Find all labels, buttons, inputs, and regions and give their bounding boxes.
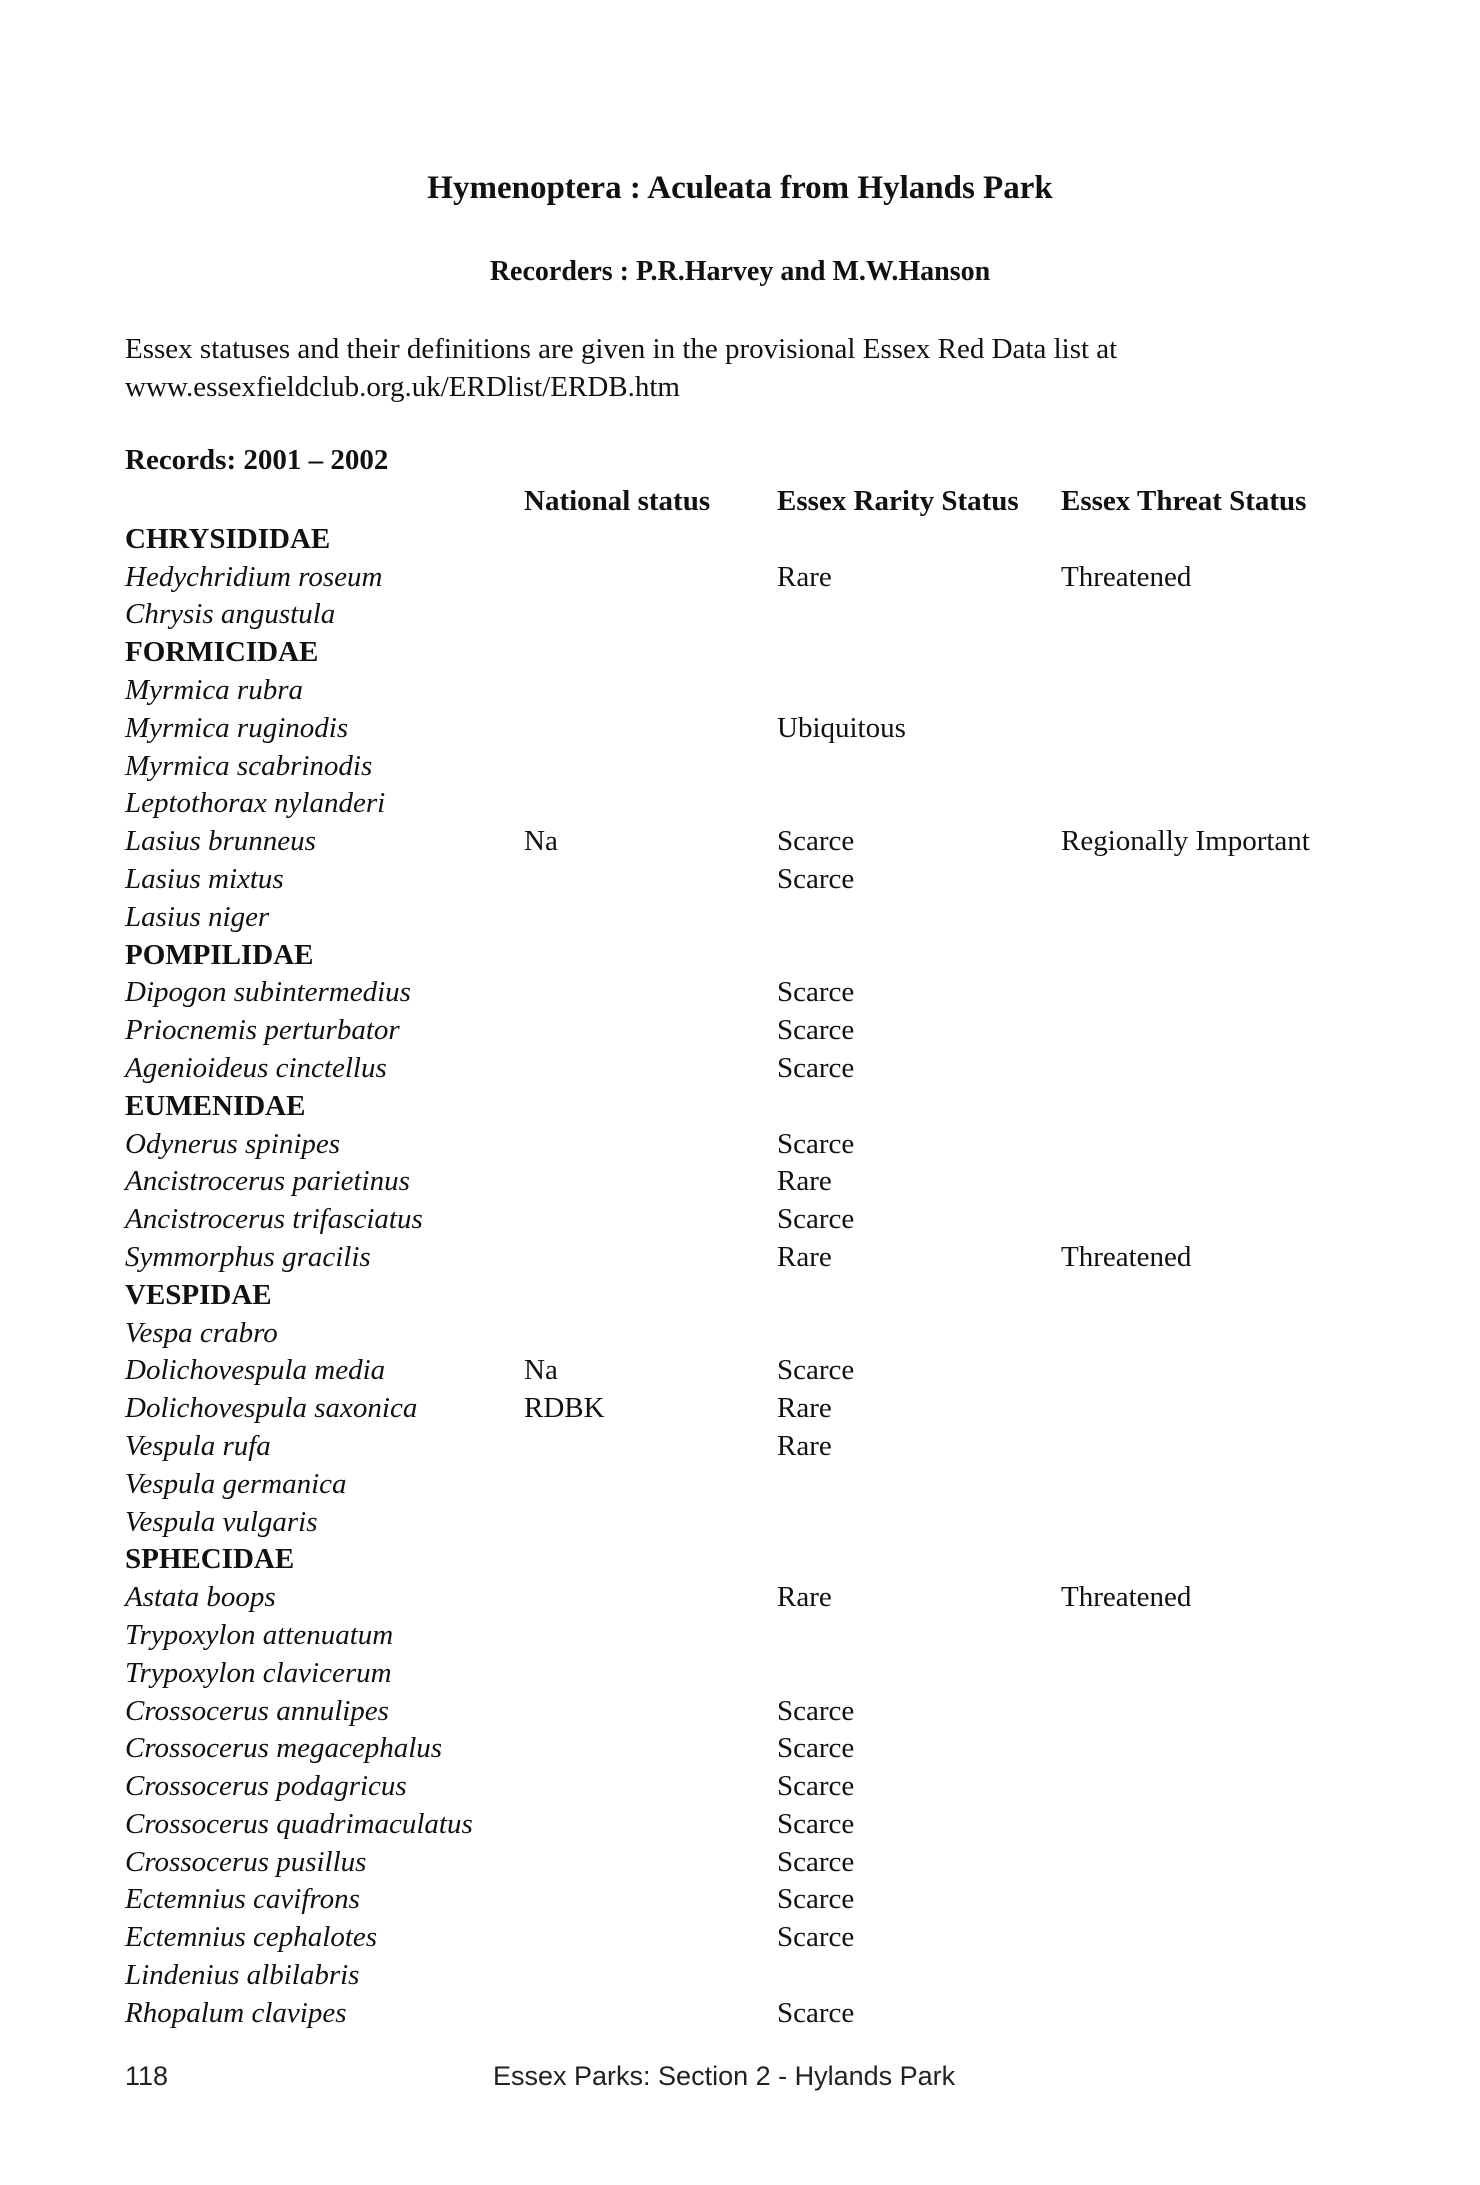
species-name: Crossocerus quadrimaculatus bbox=[125, 1807, 473, 1840]
table-row bbox=[125, 899, 1365, 937]
table-row bbox=[125, 1352, 1365, 1390]
species-name: Trypoxylon attenuatum bbox=[125, 1618, 394, 1651]
family-name: VESPIDAE bbox=[125, 1278, 272, 1311]
species-name: Lasius brunneus bbox=[125, 825, 316, 858]
table-row bbox=[125, 1844, 1365, 1882]
header-essex-rarity-status: Essex Rarity Status bbox=[777, 485, 1019, 517]
table-row bbox=[125, 596, 1365, 634]
table-row bbox=[125, 861, 1365, 899]
species-name: Crossocerus megacephalus bbox=[125, 1732, 443, 1765]
essex-rarity-cell: Scarce bbox=[777, 1127, 855, 1160]
essex-threat-cell: Threatened bbox=[1061, 1240, 1192, 1273]
essex-rarity-cell: Rare bbox=[777, 1392, 832, 1425]
species-name: Symmorphus gracilis bbox=[125, 1240, 371, 1273]
species-name: Odynerus spinipes bbox=[125, 1127, 341, 1160]
family-name: POMPILIDAE bbox=[125, 938, 314, 971]
table-row bbox=[125, 1617, 1365, 1655]
table-row bbox=[125, 1201, 1365, 1239]
essex-rarity-cell: Scarce bbox=[777, 976, 855, 1009]
species-name: Crossocerus podagricus bbox=[125, 1770, 407, 1803]
essex-rarity-cell: Scarce bbox=[777, 1203, 855, 1236]
essex-rarity-cell: Scarce bbox=[777, 1883, 855, 1916]
essex-rarity-cell: Scarce bbox=[777, 1996, 855, 2029]
table-row bbox=[125, 559, 1365, 597]
table-row bbox=[125, 1768, 1365, 1806]
family-heading-row bbox=[125, 1088, 1365, 1126]
national-status-cell: RDBK bbox=[524, 1392, 605, 1425]
species-name: Trypoxylon clavicerum bbox=[125, 1656, 392, 1689]
intro-line: Essex statuses and their definitions are given in the provisional Essex Red Data list at bbox=[125, 333, 1118, 365]
essex-rarity-cell: Scarce bbox=[777, 1354, 855, 1387]
essex-rarity-cell: Scarce bbox=[777, 1732, 855, 1765]
essex-rarity-cell: Rare bbox=[777, 1240, 832, 1273]
species-name: Ectemnius cavifrons bbox=[125, 1883, 360, 1916]
table-row bbox=[125, 1390, 1365, 1428]
table-row bbox=[125, 1730, 1365, 1768]
essex-threat-cell: Threatened bbox=[1061, 560, 1192, 593]
essex-rarity-cell: Scarce bbox=[777, 862, 855, 895]
family-name: SPHECIDAE bbox=[125, 1543, 295, 1576]
species-name: Agenioideus cinctellus bbox=[125, 1051, 387, 1084]
page-title: Hymenoptera : Aculeata from Hylands Park bbox=[427, 170, 1053, 206]
species-name: Hedychridium roseum bbox=[125, 560, 383, 593]
table-row bbox=[125, 1806, 1365, 1844]
national-status-cell: Na bbox=[524, 1354, 558, 1387]
essex-rarity-cell: Ubiquitous bbox=[777, 711, 906, 744]
table-row bbox=[125, 1995, 1365, 2033]
essex-rarity-cell: Rare bbox=[777, 1581, 832, 1614]
essex-rarity-cell: Scarce bbox=[777, 825, 855, 858]
species-name: Ancistrocerus trifasciatus bbox=[125, 1203, 423, 1236]
family-heading-row bbox=[125, 1541, 1365, 1579]
table-row bbox=[125, 1655, 1365, 1693]
species-name: Lasius niger bbox=[125, 900, 270, 933]
species-name: Crossocerus pusillus bbox=[125, 1845, 367, 1878]
table-row bbox=[125, 1466, 1365, 1504]
species-name: Myrmica scabrinodis bbox=[125, 749, 373, 782]
species-name: Crossocerus annulipes bbox=[125, 1694, 389, 1727]
table-row bbox=[125, 1881, 1365, 1919]
essex-threat-cell: Regionally Important bbox=[1061, 825, 1310, 858]
national-status-cell: Na bbox=[524, 825, 558, 858]
intro-paragraph bbox=[125, 330, 1365, 406]
species-name: Dipogon subintermedius bbox=[125, 976, 411, 1009]
table-row bbox=[125, 1050, 1365, 1088]
table-row bbox=[125, 1315, 1365, 1353]
table-row bbox=[125, 1163, 1365, 1201]
family-heading-row bbox=[125, 1277, 1365, 1315]
species-name: Lasius mixtus bbox=[125, 862, 284, 895]
table-row bbox=[125, 1957, 1365, 1995]
species-name: Myrmica ruginodis bbox=[125, 711, 349, 744]
table-row bbox=[125, 823, 1365, 861]
footer-text: Essex Parks: Section 2 - Hylands Park bbox=[493, 2061, 956, 2091]
table-row bbox=[125, 1693, 1365, 1731]
table-row bbox=[125, 1239, 1365, 1277]
family-heading-row bbox=[125, 521, 1365, 559]
species-name: Myrmica rubra bbox=[125, 673, 304, 706]
family-name: FORMICIDAE bbox=[125, 636, 319, 669]
table-row bbox=[125, 710, 1365, 748]
essex-rarity-cell: Rare bbox=[777, 1165, 832, 1198]
recorders-line: Recorders : P.R.Harvey and M.W.Hanson bbox=[489, 256, 991, 287]
table-row bbox=[125, 1579, 1365, 1617]
table-row bbox=[125, 1012, 1365, 1050]
species-name: Rhopalum clavipes bbox=[125, 1996, 347, 2029]
essex-rarity-cell: Scarce bbox=[777, 1845, 855, 1878]
header-national-status: National status bbox=[524, 485, 711, 517]
species-name: Vespula rufa bbox=[125, 1429, 271, 1462]
essex-rarity-cell: Scarce bbox=[777, 1807, 855, 1840]
records-heading: Records: 2001 – 2002 bbox=[125, 444, 389, 476]
table-row bbox=[125, 1428, 1365, 1466]
species-name: Dolichovespula saxonica bbox=[125, 1392, 418, 1425]
family-heading-row bbox=[125, 634, 1365, 672]
family-name: CHRYSIDIDAE bbox=[125, 522, 331, 555]
table-row bbox=[125, 1126, 1365, 1164]
table-row bbox=[125, 748, 1365, 786]
intro-line: www.essexfieldclub.org.uk/ERDlist/ERDB.htm bbox=[125, 371, 680, 403]
table-row bbox=[125, 1919, 1365, 1957]
species-name: Astata boops bbox=[125, 1581, 276, 1614]
species-name: Leptothorax nylanderi bbox=[125, 787, 386, 820]
species-name: Ectemnius cephalotes bbox=[125, 1921, 378, 1954]
table-row bbox=[125, 1504, 1365, 1542]
species-name: Vespula vulgaris bbox=[125, 1505, 318, 1538]
page-number: 118 bbox=[125, 2061, 169, 2091]
table-row bbox=[125, 672, 1365, 710]
essex-rarity-cell: Scarce bbox=[777, 1014, 855, 1047]
essex-threat-cell: Threatened bbox=[1061, 1581, 1192, 1614]
species-name: Vespula germanica bbox=[125, 1467, 347, 1500]
essex-rarity-cell: Scarce bbox=[777, 1921, 855, 1954]
essex-rarity-cell: Scarce bbox=[777, 1694, 855, 1727]
table-row bbox=[125, 974, 1365, 1012]
species-name: Priocnemis perturbator bbox=[125, 1014, 400, 1047]
header-essex-threat-status: Essex Threat Status bbox=[1061, 485, 1307, 517]
table-header-row bbox=[125, 483, 1365, 521]
essex-rarity-cell: Rare bbox=[777, 1429, 832, 1462]
species-name: Ancistrocerus parietinus bbox=[125, 1165, 410, 1198]
table-row bbox=[125, 785, 1365, 823]
species-name: Vespa crabro bbox=[125, 1316, 278, 1349]
species-name: Dolichovespula media bbox=[125, 1354, 386, 1387]
family-heading-row bbox=[125, 937, 1365, 975]
essex-rarity-cell: Scarce bbox=[777, 1770, 855, 1803]
records-table bbox=[125, 483, 1365, 2033]
family-name: EUMENIDAE bbox=[125, 1089, 306, 1122]
essex-rarity-cell: Rare bbox=[777, 560, 832, 593]
species-name: Chrysis angustula bbox=[125, 598, 336, 631]
essex-rarity-cell: Scarce bbox=[777, 1051, 855, 1084]
species-name: Lindenius albilabris bbox=[125, 1959, 360, 1992]
